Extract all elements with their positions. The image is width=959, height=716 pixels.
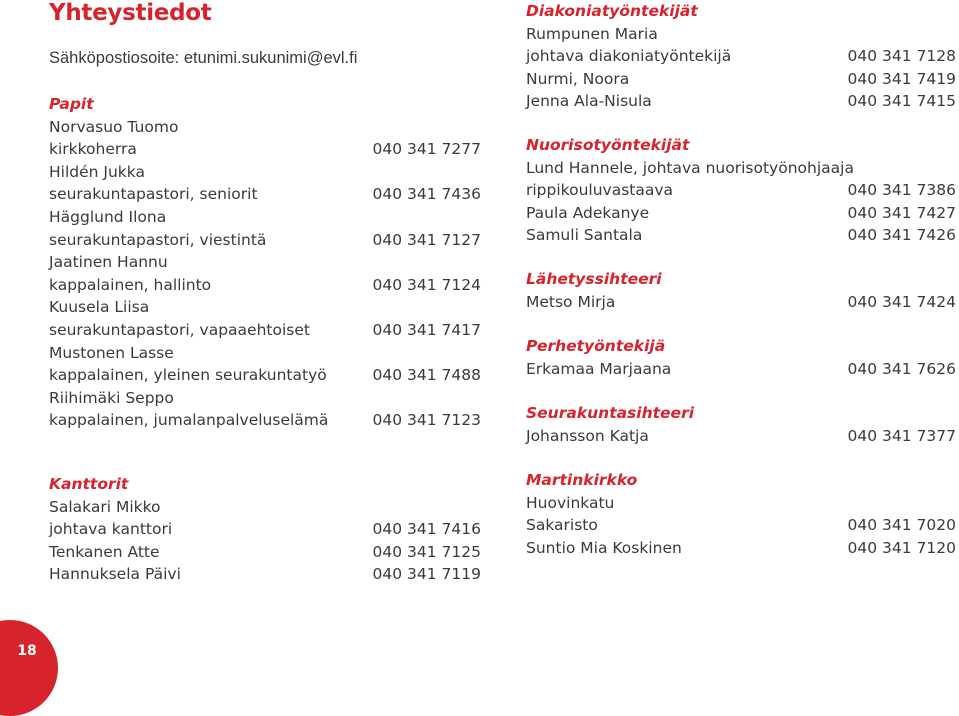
contact-name: Mustonen Lasse [49, 343, 174, 362]
contact-name: Norvasuo Tuomo [49, 117, 179, 136]
diakonia-section [526, 0, 956, 113]
page-number-badge [0, 620, 58, 716]
contact-row [526, 68, 956, 91]
contact-list [49, 116, 481, 432]
contact-row [49, 409, 481, 432]
email-format-text: Sähköpostiosoite: etunimi.sukunimi@evl.fi [49, 49, 358, 67]
contact-phone: 040 341 7124 [372, 275, 481, 294]
contact-phone: 040 341 7416 [372, 520, 481, 539]
contact-row [49, 319, 481, 342]
contact-row [49, 296, 481, 319]
contact-name: Nurmi, Noora [526, 69, 630, 88]
contact-phone: 040 341 7128 [847, 47, 956, 66]
contact-row [49, 138, 481, 161]
contact-row [49, 342, 481, 365]
contact-row [49, 563, 481, 586]
contact-row [526, 492, 956, 515]
section-heading-seurakuntasihteeri: Seurakuntasihteeri [526, 404, 695, 422]
contact-name: Paula Adekanye [526, 203, 650, 222]
contact-phone: 040 341 7488 [372, 366, 481, 385]
contact-row [49, 229, 481, 252]
contact-name: Samuli Santala [526, 226, 643, 245]
lahetys-section [526, 268, 956, 313]
contact-row [49, 183, 481, 206]
contact-row [526, 157, 956, 180]
papit-section [49, 93, 481, 432]
contact-phone: 040 341 7427 [847, 203, 956, 222]
contact-name: Jenna Ala-Nisula [526, 92, 652, 111]
contact-name: Salakari Mikko [49, 497, 161, 516]
contact-phone: 040 341 7626 [847, 359, 956, 378]
contact-name: Erkamaa Marjaana [526, 359, 672, 378]
contact-row [526, 514, 956, 537]
contact-row [49, 364, 481, 387]
contact-name: Huovinkatu [526, 493, 615, 512]
contact-name: rippikouluvastaava [526, 181, 674, 200]
contact-row [49, 496, 481, 519]
contact-row [526, 179, 956, 202]
contact-row [49, 387, 481, 410]
section-heading-papit: Papit [49, 95, 94, 113]
section-heading-diakonia: Diakoniatyöntekijät [526, 2, 698, 20]
contact-name: seurakuntapastori, seniorit [49, 185, 258, 204]
contact-name: Hannuksela Päivi [49, 565, 181, 584]
section-heading-kanttorit: Kanttorit [49, 475, 129, 493]
contact-phone: 040 341 7020 [847, 516, 956, 535]
section-heading-nuoriso: Nuorisotyöntekijät [526, 136, 690, 154]
contact-name: Hägglund Ilona [49, 207, 167, 226]
contact-list [526, 358, 956, 381]
contact-phone: 040 341 7377 [847, 426, 956, 445]
contact-name: kirkkoherra [49, 140, 137, 159]
contact-name: seurakuntapastori, vapaaehtoiset [49, 320, 310, 339]
contact-name: Hildén Jukka [49, 162, 145, 181]
contact-row [526, 291, 956, 314]
kanttorit-section [49, 473, 481, 586]
contact-phone: 040 341 7127 [372, 230, 481, 249]
contact-phone: 040 341 7419 [847, 69, 956, 88]
contact-row [526, 90, 956, 113]
contact-phone: 040 341 7415 [847, 92, 956, 111]
contact-list [526, 157, 956, 247]
nuoriso-section [526, 134, 956, 247]
perhe-section [526, 335, 956, 380]
contact-name: Riihimäki Seppo [49, 388, 174, 407]
contact-name: Lund Hannele, johtava nuorisotyönohjaaja [526, 158, 854, 177]
page-number: 18 [17, 643, 37, 659]
contact-phone: 040 341 7436 [372, 185, 481, 204]
contact-name: seurakuntapastori, viestintä [49, 230, 267, 249]
contact-row [526, 45, 956, 68]
contact-name: kappalainen, hallinto [49, 275, 212, 294]
contact-row [49, 206, 481, 229]
contact-name: Jaatinen Hannu [49, 253, 168, 272]
contact-row [526, 537, 956, 560]
contact-row [49, 541, 481, 564]
contact-phone: 040 341 7426 [847, 226, 956, 245]
contact-row [49, 251, 481, 274]
contact-name: Metso Mirja [526, 292, 616, 311]
contact-row [526, 425, 956, 448]
page-title: Yhteystiedot [49, 0, 212, 26]
section-heading-perhe: Perhetyöntekijä [526, 337, 666, 355]
contact-list [49, 496, 481, 586]
contact-row [526, 224, 956, 247]
contact-name: Rumpunen Maria [526, 24, 658, 43]
martinkirkko-section [526, 469, 956, 559]
contact-row [49, 518, 481, 541]
contact-row [49, 274, 481, 297]
contact-phone: 040 341 7424 [847, 292, 956, 311]
contact-name: Suntio Mia Koskinen [526, 538, 682, 557]
contact-name: johtava diakoniatyöntekijä [526, 47, 732, 66]
contact-phone: 040 341 7386 [847, 181, 956, 200]
contact-name: Tenkanen Atte [49, 542, 160, 561]
contact-row [526, 202, 956, 225]
contact-name: Sakaristo [526, 516, 598, 535]
contact-name: Johansson Katja [526, 426, 649, 445]
contact-name: johtava kanttori [49, 520, 173, 539]
contact-name: kappalainen, yleinen seurakuntatyö [49, 366, 327, 385]
contact-name: Kuusela Liisa [49, 298, 150, 317]
contact-list [526, 23, 956, 113]
contact-phone: 040 341 7120 [847, 538, 956, 557]
section-heading-martinkirkko: Martinkirkko [526, 471, 638, 489]
contact-list [526, 425, 956, 448]
contact-phone: 040 341 7119 [372, 565, 481, 584]
contact-phone: 040 341 7125 [372, 542, 481, 561]
contact-list [526, 291, 956, 314]
contact-list [526, 492, 956, 560]
contact-row [526, 358, 956, 381]
contact-name: kappalainen, jumalanpalveluselämä [49, 411, 329, 430]
contact-row [526, 23, 956, 46]
section-heading-lahetys: Lähetyssihteeri [526, 270, 662, 288]
contact-phone: 040 341 7277 [372, 140, 481, 159]
contact-row [49, 161, 481, 184]
seurakuntasihteeri-section [526, 402, 956, 447]
contact-phone: 040 341 7417 [372, 320, 481, 339]
contact-phone: 040 341 7123 [372, 411, 481, 430]
contact-row [49, 116, 481, 139]
